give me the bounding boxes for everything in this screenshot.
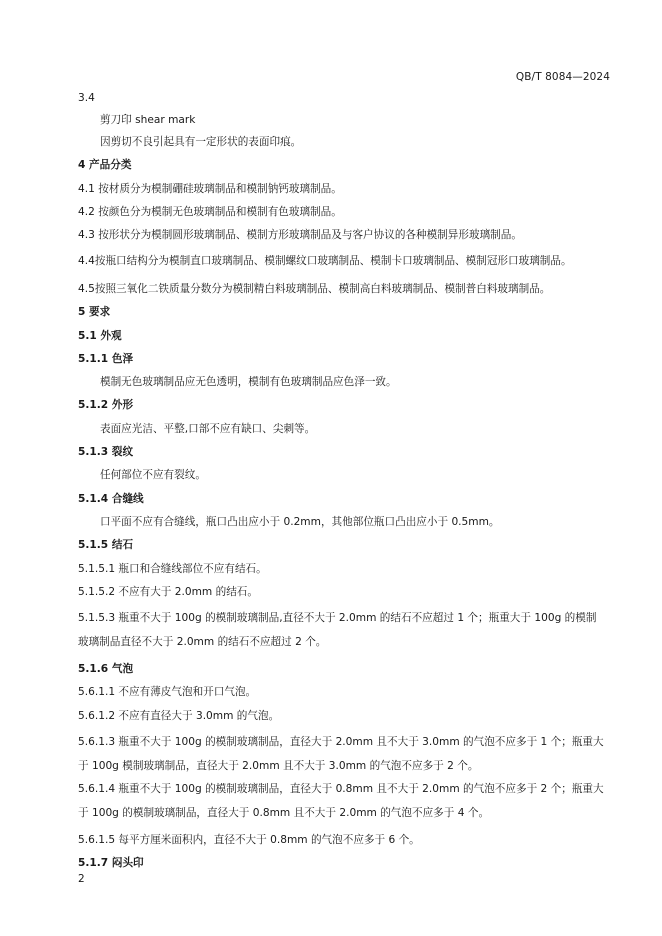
clause-5-6-1-3: 5.6.1.3 瓶重不大于 100g 的模制玻璃制品，直径大于 2.0mm 且不大于 3.0mm 的气泡不应多于 1 个；瓶重大于 100g 模制玻璃制品，直径大于 2.0mm 且不大于 3.0mm 的气泡不应多于 2 个。 (78, 736, 604, 772)
clause-5-1-6-title: 5.1.6 气泡 (78, 663, 134, 676)
clause-5-6-1-2: 5.6.1.2 不应有直径大于 3.0mm 的气泡。 (78, 709, 280, 722)
clause-5-6-1-5: 5.6.1.5 每平方厘米面积内，直径不大于 0.8mm 的气泡不应多于 6 个。 (78, 834, 420, 847)
clause-5-1-4-text: 口平面不应有合缝线，瓶口凸出应小于 0.2mm，其他部位瓶口凸出应小于 0.5mm。 (100, 515, 500, 528)
page-content (78, 90, 604, 879)
clause-4-3: 4.3 按形状分为模制圆形玻璃制品、模制方形玻璃制品及与客户协议的各种模制异形玻璃制品。 (78, 229, 522, 242)
clause-5-1-5-1: 5.1.5.1 瓶口和合缝线部位不应有结石。 (78, 562, 267, 575)
term-definition: 因剪切不良引起具有一定形状的表面印痕。 (100, 136, 302, 148)
clause-5-1-1-title: 5.1.1 色泽 (78, 352, 134, 365)
clause-5-1-title: 5.1 外观 (78, 329, 122, 342)
clause-4-5: 4.5按照三氧化二铁质量分数分为模制精白料玻璃制品、模制高白料玻璃制品、模制普白料玻璃制品。 (78, 282, 551, 295)
clause-5-1-4-title: 5.1.4 合缝线 (78, 492, 144, 505)
clause-5-1-5-title: 5.1.5 结石 (78, 539, 134, 552)
section-5-title: 5 要求 (78, 306, 111, 319)
clause-4-2: 4.2 按颜色分为模制无色玻璃制品和模制有色玻璃制品。 (78, 205, 342, 218)
clause-5-1-3-text: 任何部位不应有裂纹。 (100, 469, 206, 482)
clause-4-4: 4.4按瓶口结构分为模制直口玻璃制品、模制螺纹口玻璃制品、模制卡口玻璃制品、模制冠形口玻璃制品。 (78, 255, 572, 268)
clause-5-1-1-text: 模制无色玻璃制品应无色透明，模制有色玻璃制品应色泽一致。 (100, 376, 397, 389)
clause-5-6-1-4: 5.6.1.4 瓶重不大于 100g 的模制玻璃制品，直径大于 0.8mm 且不大于 2.0mm 的气泡不应多于 2 个；瓶重大于 100g 的模制玻璃制品，直径大于 0.8mm 且不大于 2.0mm 的气泡不应多于 4 个。 (78, 783, 604, 819)
term-name: 剪刀印 shear mark (100, 114, 196, 126)
clause-5-6-1-1: 5.6.1.1 不应有薄皮气泡和开口气泡。 (78, 686, 257, 699)
clause-5-1-2-title: 5.1.2 外形 (78, 399, 134, 412)
clause-4-1: 4.1 按材质分为模制硼硅玻璃制品和模制钠钙玻璃制品。 (78, 182, 342, 195)
section-4-title: 4 产品分类 (78, 159, 132, 172)
clause-5-1-2-text: 表面应光洁、平整,口部不应有缺口、尖刺等。 (100, 422, 316, 435)
clause-5-1-5-3: 5.1.5.3 瓶重不大于 100g 的模制玻璃制品,直径不大于 2.0mm 的结石不应超过 1 个；瓶重大于 100g 的模制玻璃制品直径不大于 2.0mm 的结石不应超过 2 个。 (78, 612, 597, 648)
clause-5-1-5-2: 5.1.5.2 不应有大于 2.0mm 的结石。 (78, 585, 258, 598)
page-number: 2 (78, 873, 85, 885)
clause-5-1-3-title: 5.1.3 裂纹 (78, 446, 134, 459)
standard-code: QB/T 8084—2024 (515, 71, 610, 83)
clause-5-1-7-title: 5.1.7 闷头印 (78, 857, 144, 870)
term-number: 3.4 (78, 92, 95, 104)
